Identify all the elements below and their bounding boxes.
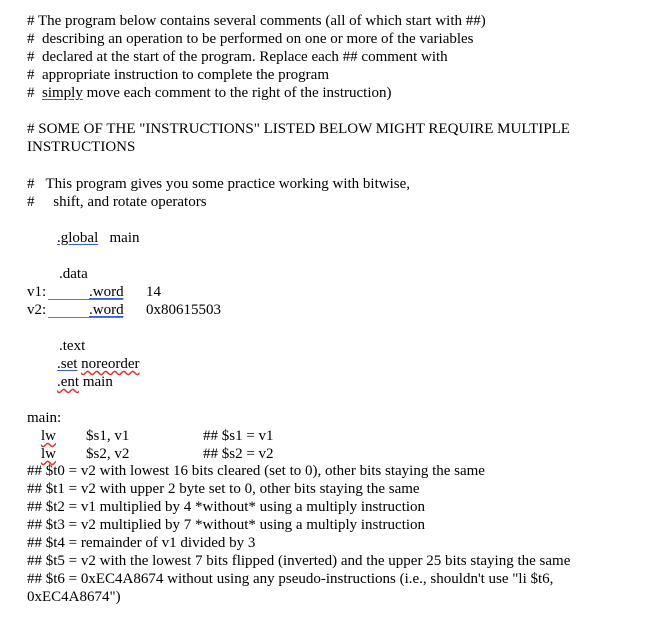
header-line-3: # declared at the start of the program. Replace each ## comment with — [27, 49, 448, 65]
lw2-op: lw — [41, 446, 56, 462]
v1-label: v1: — [27, 284, 47, 300]
simply-word: simply — [42, 85, 83, 101]
task-t2: ## $t2 = v1 multiplied by 4 *without* using a multiply instruction — [27, 499, 426, 515]
intro-line-2: # shift, and rotate operators — [27, 194, 207, 210]
lw2-comment: ## $s2 = v2 — [203, 446, 274, 462]
task-t5: ## $t5 = v2 with the lowest 7 bits flipped (inverted) and the upper 25 bits staying the same — [27, 553, 571, 569]
header-line-5: # simply move each comment to the right of the instruction) — [27, 85, 392, 101]
v1-value: 14 — [146, 284, 161, 300]
task-t0: ## $t0 = v2 with lowest 16 bits cleared (set to 0), other bits staying the same — [27, 463, 485, 479]
note-line-2: INSTRUCTIONS — [27, 139, 136, 155]
set-directive: .set noreorder — [57, 356, 140, 372]
lw2-args: $s2, v2 — [86, 446, 130, 462]
note-line-1: # SOME OF THE "INSTRUCTIONS" LISTED BELOW MIGHT REQUIRE MULTIPLE — [27, 121, 570, 137]
header-line-2: # describing an operation to be performed on one or more of the variables — [27, 31, 474, 47]
intro-line-1: # This program gives you some practice working with bitwise, — [27, 176, 410, 192]
v2-directive: .word — [89, 302, 124, 318]
header-line-4: # appropriate instruction to complete the program — [27, 67, 329, 83]
ent-directive: .ent main — [57, 374, 113, 390]
v2-value: 0x80615503 — [146, 302, 221, 318]
task-t3: ## $t3 = v2 multiplied by 7 *without* using a multiply instruction — [27, 517, 426, 533]
global-directive: .global main — [57, 230, 140, 246]
task-t6-line-2: 0xEC4A8674") — [27, 589, 121, 605]
task-t4: ## $t4 = remainder of v1 divided by 3 — [27, 535, 256, 551]
text-directive: .text — [59, 338, 86, 354]
main-label: main: — [27, 410, 62, 426]
v1-directive: .word — [89, 284, 124, 300]
lw1-comment: ## $s1 = v1 — [203, 428, 274, 444]
v2-label: v2: — [27, 302, 47, 318]
data-directive: .data — [59, 266, 88, 282]
lw1-op: lw — [41, 428, 56, 444]
task-t1: ## $t1 = v2 with upper 2 byte set to 0, other bits staying the same — [27, 481, 420, 497]
header-line-1: # The program below contains several comments (all of which start with ##) — [27, 13, 486, 29]
task-t6-line-1: ## $t6 = 0xEC4A8674 without using any pseudo-instructions (i.e., shouldn't use "li $t6, — [27, 571, 554, 587]
lw1-args: $s1, v1 — [86, 428, 130, 444]
